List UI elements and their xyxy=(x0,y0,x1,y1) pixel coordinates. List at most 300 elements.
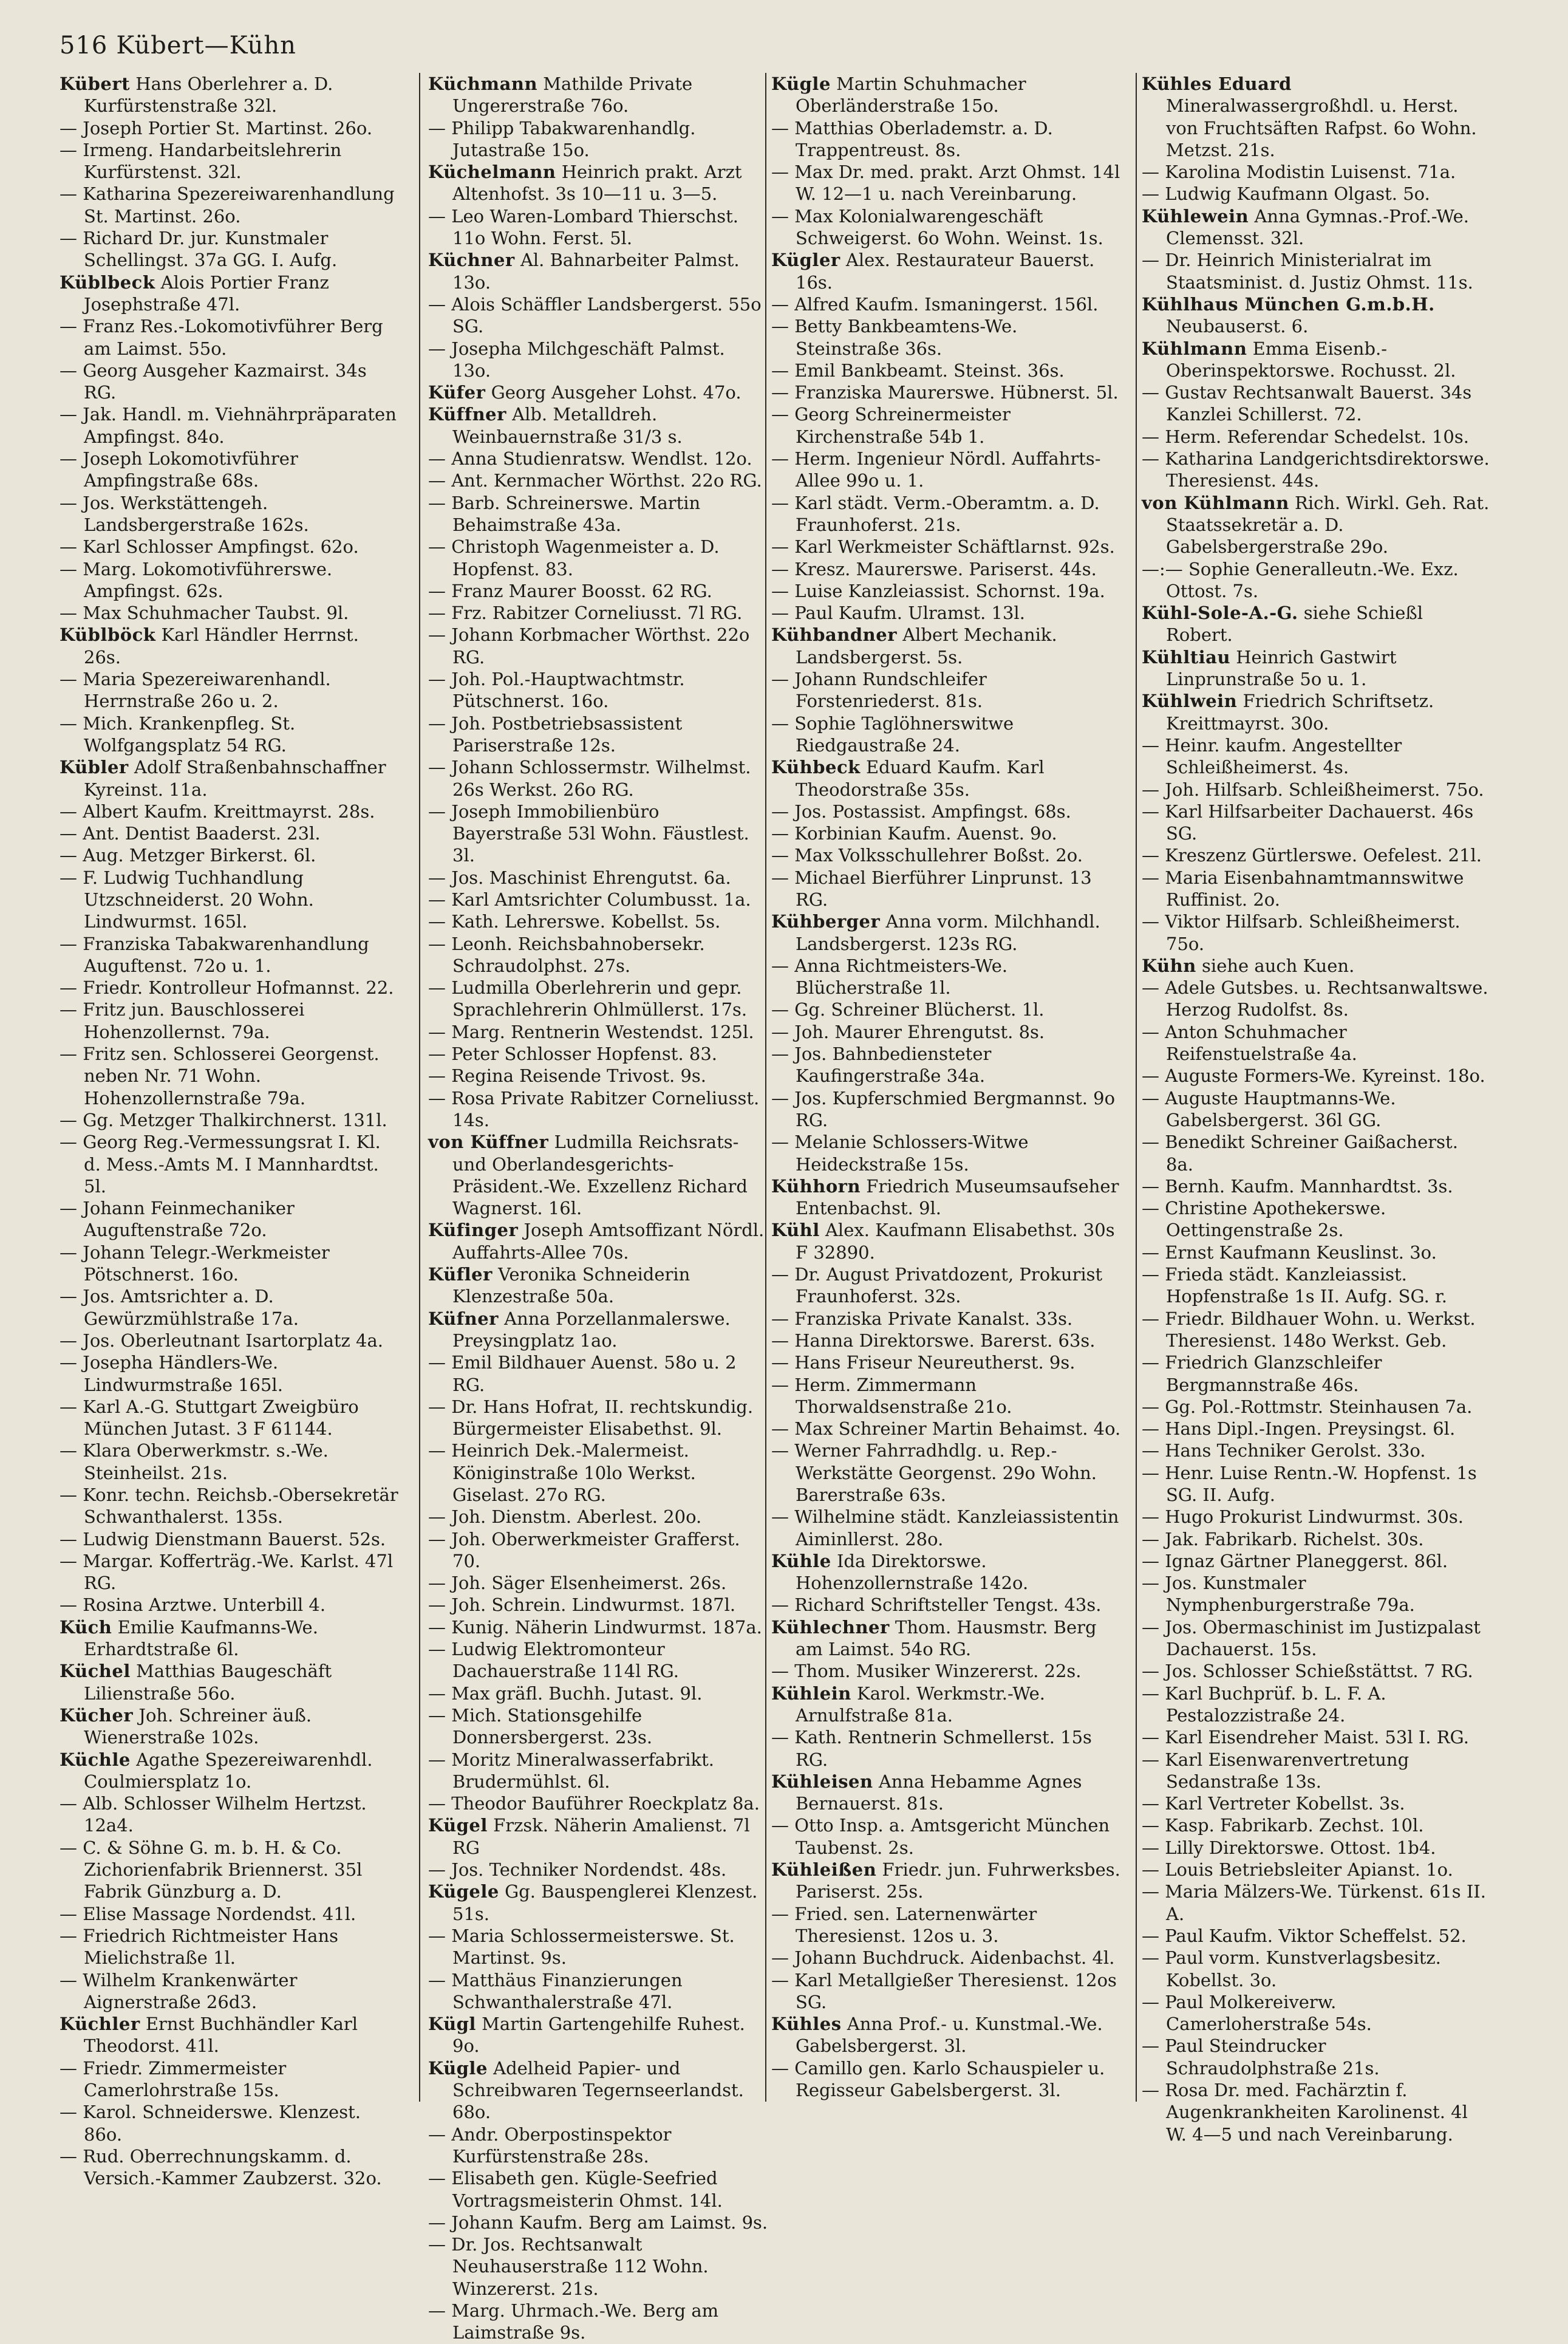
directory-entry xyxy=(428,1749,768,1793)
directory-entry xyxy=(771,1175,1127,1220)
directory-entry xyxy=(428,867,768,889)
directory-entry xyxy=(1142,249,1491,293)
entry-text: — Johann Buchdruck. Aidenbachst. 4l. xyxy=(771,1947,1115,1969)
entry-text: — Adele Gutsbes. u. Rechtsanwaltswe. Herzog Rudolfst. 8s. xyxy=(1142,977,1488,1020)
entry-text: —:— Sophie Generalleutn.-We. Exz. Ottost. 7s. xyxy=(1142,558,1459,601)
directory-entry xyxy=(428,668,768,712)
directory-entry xyxy=(60,1792,400,1837)
entry-text: — Franziska Private Kanalst. 33s. xyxy=(771,1308,1073,1329)
entry-text: — Jos. Obermaschinist im Justizpalast Dachauerst. 15s. xyxy=(1142,1616,1481,1660)
entry-text: — Emil Bankbeamt. Steinst. 36s. xyxy=(771,360,1065,381)
entry-text: — Thom. Musiker Winzererst. 22s. xyxy=(771,1661,1082,1682)
directory-entry xyxy=(428,580,768,602)
entry-text: — Camillo gen. Karlo Schauspieler u. Regisseur Gabelsbergerst. 3l. xyxy=(771,2057,1105,2101)
entry-text: Ernst Buchhändler Karl Theodorst. 41l. xyxy=(84,2014,358,2057)
entry-text: — Frz. Rabitzer Corneliusst. 7l RG. xyxy=(428,603,743,624)
directory-entry xyxy=(1142,558,1491,603)
directory-entry xyxy=(771,73,1127,117)
entry-text: — Friedrich Glanzschleifer Bergmannstraße 46s. xyxy=(1142,1352,1382,1395)
directory-entry xyxy=(60,1043,400,1109)
entry-text: — Konr. techn. Reichsb.-Obersekretär Schwanthalerst. 135s. xyxy=(60,1485,398,1528)
directory-entry xyxy=(771,955,1127,999)
entry-surname: Kühlewein xyxy=(1142,205,1249,227)
entry-text: — Karl A.-G. Stuttgart Zweigbüro München Jutast. 3 F 61144. xyxy=(60,1396,359,1440)
entry-surname: Kügle xyxy=(771,73,831,94)
column-4 xyxy=(1142,73,1491,2145)
entry-text: — Louis Betriebsleiter Apianst. 1o. xyxy=(1142,1859,1453,1881)
entry-text: — Wilhelmine städt. Kanzleiassistentin Aiminllerst. 28o. xyxy=(771,1506,1119,1550)
entry-surname: Kühberger xyxy=(771,911,881,932)
directory-entry xyxy=(1142,867,1491,911)
entry-text: — Max Schreiner Martin Behaimst. 4o. xyxy=(771,1418,1121,1440)
directory-entry xyxy=(60,999,400,1043)
directory-entry xyxy=(1142,1947,1491,1991)
directory-entry xyxy=(60,844,400,866)
entry-text: — Jos. Maschinist Ehrengutst. 6a. xyxy=(428,867,731,888)
entry-text: — Friedrich Richtmeister Hans Mielichstraße 1l. xyxy=(60,1925,339,1969)
entry-text: — Maria Eisenbahnamtmannswitwe Ruffinist. 2o. xyxy=(1142,867,1464,910)
entry-surname: Küchel xyxy=(60,1661,131,1682)
directory-entry xyxy=(60,1131,400,1197)
entry-text: — Max Volksschullehrer Boßst. 2o. xyxy=(771,845,1083,866)
entry-text: — Maria Mälzers-We. Türkenst. 61s II. A. xyxy=(1142,1881,1486,1924)
entry-text: — Fritz jun. Bauschlosserei Hohenzollernst. 79a. xyxy=(60,999,305,1042)
entry-text: — Betty Bankbeamtens-We. Steinstraße 36s. xyxy=(771,316,1018,359)
entry-text: — Fried. sen. Laternenwärter Theresienst. 12os u. 3. xyxy=(771,1903,1037,1946)
entry-text: — Anna Studienratsw. Wendlst. 12o. xyxy=(428,448,752,470)
entry-text: — Korbinian Kaufm. Auenst. 9o. xyxy=(771,823,1057,844)
entry-surname: Kühl-Sole-A.-G. xyxy=(1142,603,1298,624)
directory-entry xyxy=(428,1263,768,1308)
directory-entry xyxy=(1142,205,1491,250)
entry-text: — Jak. Handl. m. Viehnährpräparaten Ampfingst. 84o. xyxy=(60,404,397,447)
directory-entry xyxy=(771,381,1127,403)
entry-text: — Franz Res.-Lokomotivführer Berg am Laimst. 55o. xyxy=(60,316,383,359)
entry-surname: Kühl xyxy=(771,1220,820,1241)
directory-entry xyxy=(1142,1351,1491,1396)
directory-entry xyxy=(771,801,1127,822)
entry-text: Adelheid Papier- und Schreibwaren Tegernseerlandst. 68o. xyxy=(452,2057,744,2123)
column-3 xyxy=(771,73,1127,2108)
entry-text: — Regina Reisende Trivost. 9s. xyxy=(428,1065,707,1087)
directory-entry xyxy=(1142,1175,1491,1197)
entry-text: Gg. Bauspenglerei Klenzest. 51s. xyxy=(452,1881,758,1924)
entry-text: — Ant. Dentist Baaderst. 23l. xyxy=(60,823,321,844)
directory-entry xyxy=(771,1374,1127,1418)
entry-text: — Lilly Direktorswe. Ottost. 1b4. xyxy=(1142,1837,1436,1858)
directory-entry xyxy=(428,205,768,250)
entry-text: — Paul Steindrucker Schraudolphstraße 21s. xyxy=(1142,2035,1380,2079)
entry-text: — Jos. Schlosser Schießstättst. 7 RG. xyxy=(1142,1661,1473,1682)
entry-text: — Karl Buchprüf. b. L. F. A. Pestalozzistraße 24. xyxy=(1142,1683,1386,1726)
entry-text: Emma Eisenb.-Oberinspektorswe. Rochusst. 2l. xyxy=(1166,338,1456,381)
directory-entry xyxy=(428,602,768,624)
entry-text: — Max Schuhmacher Taubst. 9l. xyxy=(60,603,349,624)
directory-entry xyxy=(771,1969,1127,2014)
entry-text: — Matthäus Finanzierungen Schwanthalerstraße 47l. xyxy=(428,1969,683,2012)
entry-text: Veronika Schneiderin Klenzestraße 50a. xyxy=(452,1264,690,1307)
entry-text: Thom. Hausmstr. Berg am Laimst. 54o RG. xyxy=(796,1616,1097,1660)
directory-entry xyxy=(1142,2035,1491,2079)
entry-text: — Philipp Tabakwarenhandlg. Jutastraße 15o. xyxy=(428,117,696,160)
entry-text: Agathe Spezereiwarenhdl. Coulmiersplatz 1o. xyxy=(84,1749,373,1792)
directory-entry xyxy=(428,1792,768,1814)
directory-entry xyxy=(771,1351,1127,1373)
entry-text: — Friedr. Kontrolleur Hofmannst. 22. xyxy=(60,977,394,999)
directory-entry xyxy=(428,1528,768,1573)
entry-text: — Michael Bierführer Linprunst. 13 RG. xyxy=(771,867,1092,910)
entry-text: — Karl Metallgießer Theresienst. 12os SG. xyxy=(771,1969,1117,2012)
entry-text: Al. Bahnarbeiter Palmst. 13o. xyxy=(452,250,740,293)
entry-text: — Joseph Immobilienbüro Bayerstraße 53l Wohn. Fäustlest. 3l. xyxy=(428,801,749,866)
directory-entry xyxy=(1142,1418,1491,1440)
directory-entry xyxy=(771,293,1127,315)
entry-text: — Jos. Postassist. Ampfingst. 68s. xyxy=(771,801,1071,822)
entry-text: — Gg. Pol.-Rottmstr. Steinhausen 7a. xyxy=(1142,1396,1473,1417)
directory-entry xyxy=(60,1969,400,2014)
entry-text: — Paul Molkereiverw. Camerloherstraße 54s. xyxy=(1142,1991,1372,2035)
directory-entry xyxy=(1142,1991,1491,2035)
entry-text: Mathilde Private Ungererstraße 76o. xyxy=(452,73,693,117)
directory-entry xyxy=(771,1550,1127,1594)
entry-text: — Johann Feinmechaniker Auguftenstraße 72o. xyxy=(60,1198,295,1241)
entry-text: Joseph Amtsoffizant Nördl. Auffahrts-Allee 70s. xyxy=(452,1220,765,1263)
entry-surname: von Küffner xyxy=(428,1132,549,1153)
directory-entry xyxy=(428,911,768,932)
directory-entry xyxy=(1142,1881,1491,1925)
entry-text: — Karl Eisenwarenvertretung Sedanstraße 13s. xyxy=(1142,1749,1409,1792)
directory-entry xyxy=(771,1418,1127,1440)
directory-entry xyxy=(1142,1462,1491,1506)
directory-entry xyxy=(1142,1925,1491,1947)
entry-text: — Jos. Kupferschmied Bergmannst. 9o RG. xyxy=(771,1087,1116,1130)
entry-text: — Kath. Lehrerswe. Kobellst. 5s. xyxy=(428,911,721,932)
entry-surname: Küblböck xyxy=(60,624,156,646)
entry-text: Neubauserst. 6. xyxy=(1166,316,1309,337)
entry-text: — Klara Oberwerkmstr. s.-We. Steinheilst. 21s. xyxy=(60,1440,329,1483)
entry-text: — Paul Kaufm. Viktor Scheffelst. 52. xyxy=(1142,1925,1467,1946)
directory-entry xyxy=(1142,911,1491,955)
entry-text: — Herm. Ingenieur Nördl. Auffahrts-Allee 99o u. 1. xyxy=(771,448,1101,491)
entry-text: — Karl Eisendreher Maist. 53l I. RG. xyxy=(1142,1727,1469,1748)
directory-entry xyxy=(428,1396,768,1440)
directory-entry xyxy=(771,360,1127,381)
entry-surname: Küfer xyxy=(428,382,486,403)
entry-text: Matthias Baugeschäft Lilienstraße 56o. xyxy=(84,1661,332,1704)
entry-surname: Küfinger xyxy=(428,1220,519,1241)
directory-entry xyxy=(428,536,768,580)
directory-entry xyxy=(60,1925,400,1969)
directory-entry xyxy=(428,1351,768,1396)
directory-entry xyxy=(428,1572,768,1594)
directory-entry xyxy=(771,1263,1127,1308)
entry-text: — Emil Bildhauer Auenst. 58o u. 2 RG. xyxy=(428,1352,737,1395)
entry-surname: Kühbeck xyxy=(771,757,861,778)
entry-text: — Moritz Mineralwasserfabrikt. Brudermühlst. 6l. xyxy=(428,1749,714,1792)
directory-entry xyxy=(428,1219,768,1263)
entry-text: — Karl städt. Verm.-Oberamtm. a. D. Fraunhoferst. 21s. xyxy=(771,492,1100,535)
entry-text: — Karl Vertreter Kobellst. 3s. xyxy=(1142,1793,1405,1814)
directory-entry xyxy=(1142,602,1491,646)
directory-entry xyxy=(60,1440,400,1484)
entry-text: — Aug. Metzger Birkerst. 6l. xyxy=(60,845,316,866)
directory-entry xyxy=(428,73,768,117)
directory-entry xyxy=(771,1859,1127,1903)
directory-entry xyxy=(771,117,1127,162)
entry-surname: Kühlwein xyxy=(1142,691,1238,712)
entry-surname: Küblbeck xyxy=(60,272,155,293)
entry-text: — Johann Rundschleifer Forstenriederst. 81s. xyxy=(771,669,987,712)
directory-entry xyxy=(428,712,768,757)
directory-entry xyxy=(771,1616,1127,1661)
entry-surname: Kühbandner xyxy=(771,624,897,646)
entry-text: — Bernh. Kaufm. Mannhardtst. 3s. xyxy=(1142,1175,1453,1197)
directory-entry xyxy=(428,801,768,867)
directory-entry xyxy=(1142,426,1491,448)
directory-entry xyxy=(428,2212,768,2233)
entry-text: — Kresz. Maurerswe. Pariserst. 44s. xyxy=(771,558,1097,579)
entry-text: — Jos. Werkstättengeh. Landsbergerstraße 162s. xyxy=(60,492,309,535)
entry-text: — Franziska Tabakwarenhandlung Auguftenst. 72o u. 1. xyxy=(60,933,369,976)
directory-entry xyxy=(771,2013,1127,2057)
entry-surname: Kühltiau xyxy=(1142,646,1231,668)
entry-text: siehe Schießl Robert. xyxy=(1166,603,1423,646)
entry-text: — Marg. Uhrmach.-We. Berg am Laimstraße 9s. xyxy=(428,2300,719,2343)
entry-text: — Katharina Landgerichtsdirektorswe. Theresienst. 44s. xyxy=(1142,448,1490,491)
directory-entry xyxy=(771,161,1127,205)
entry-surname: Kühle xyxy=(771,1550,831,1571)
directory-entry xyxy=(1142,1263,1491,1308)
directory-entry xyxy=(428,977,768,1021)
entry-text: Ludmilla Reichsrats- und Oberlandesgerichts-Präsident.-We. Exzellenz Richard Wagnerst. 16l. xyxy=(452,1132,748,1219)
entry-text: — Joseph Lokomotivführer Ampfingstraße 68s. xyxy=(60,448,298,491)
entry-text: — Maria Schlossermeisterswe. St. Martinst. 9s. xyxy=(428,1925,735,1969)
directory-entry xyxy=(60,536,400,558)
directory-entry xyxy=(60,1528,400,1550)
directory-entry xyxy=(771,536,1127,558)
directory-entry xyxy=(771,2057,1127,2102)
directory-entry xyxy=(771,999,1127,1020)
entry-text: — Hans Dipl.-Ingen. Preysingst. 6l. xyxy=(1142,1418,1456,1440)
entry-text: — Dr. Jos. Rechtsanwalt Neuhauserstraße 112 Wohn. Winzererst. 21s. xyxy=(428,2234,709,2299)
directory-entry xyxy=(60,1749,400,1793)
directory-entry xyxy=(771,844,1127,866)
entry-text: — Georg Ausgeher Kazmairst. 34s RG. xyxy=(60,360,367,403)
directory-entry xyxy=(428,1704,768,1749)
directory-entry xyxy=(771,1087,1127,1132)
entry-surname: Küchle xyxy=(60,1749,131,1770)
entry-text: Mineralwassergroßhdl. u. Herst. von Fruchtsäften Rafpst. 6o Wohn. Metzst. 21s. xyxy=(1166,95,1477,160)
directory-entry xyxy=(60,315,400,360)
entry-text: — Rosa Private Rabitzer Corneliusst. 14s. xyxy=(428,1087,760,1130)
entry-text: — Rud. Oberrechnungskamm. d. Versich.-Kammer Zaubzerst. 32o. xyxy=(60,2145,382,2189)
entry-text: — Hugo Prokurist Lindwurmst. 30s. xyxy=(1142,1506,1464,1528)
directory-entry xyxy=(1142,161,1491,183)
entry-text: — Johann Kaufm. Berg am Laimst. 9s. xyxy=(428,2212,768,2233)
entry-text: — Kasp. Fabrikarb. Zechst. 10l. xyxy=(1142,1815,1424,1836)
entry-surname: Kübert xyxy=(60,73,131,94)
entry-text: Anna Porzellanmalerswe. Preysingplatz 1ao. xyxy=(452,1308,731,1351)
entry-text: — Heinr. kaufm. Angestellter Schleißheimerst. 4s. xyxy=(1142,734,1402,778)
directory-entry xyxy=(60,117,400,139)
entry-text: — Jos. Bahnbediensteter Kaufingerstraße 34a. xyxy=(771,1044,992,1087)
column-2 xyxy=(428,73,768,2343)
entry-text: Joh. Schreiner äuß. Wienerstraße 102s. xyxy=(84,1704,312,1748)
entry-text: — Otto Insp. a. Amtsgericht München Taubenst. 2s. xyxy=(771,1815,1110,1858)
entry-text: Alex. Restaurateur Bauerst. 16s. xyxy=(796,250,1095,293)
entry-text: — Heinrich Dek.-Malermeist. Königinstraße 10lo Werkst. Giselast. 27o RG. xyxy=(428,1440,696,1505)
entry-text: — Ignaz Gärtner Planeggerst. 86l. xyxy=(1142,1550,1448,1571)
entry-text: Georg Ausgeher Lohst. 47o. xyxy=(491,382,741,403)
directory-entry xyxy=(1142,779,1491,801)
entry-text: — Gg. Metzger Thalkirchnerst. 131l. xyxy=(60,1109,387,1130)
entry-surname: Küchler xyxy=(60,2014,140,2035)
directory-entry xyxy=(771,1440,1127,1506)
entry-text: Friedrich Museumsaufseher Entenbachst. 9l. xyxy=(796,1175,1119,1219)
entry-text: Friedr. jun. Fuhrwerksbes. Pariserst. 25s. xyxy=(796,1859,1120,1902)
directory-entry xyxy=(60,139,400,183)
directory-entry xyxy=(60,1616,400,1661)
entry-text: — Fritz sen. Schlosserei Georgenst. neben Nr. 71 Wohn. Hohenzollernstraße 79a. xyxy=(60,1044,380,1109)
entry-text: — Leonh. Reichsbahnobersekr. Schraudolphst. 27s. xyxy=(428,933,705,976)
entry-text: Anna Hebamme Agnes Bernauerst. 81s. xyxy=(796,1771,1082,1814)
directory-entry xyxy=(428,933,768,977)
entry-text: — Jak. Fabrikarb. Richelst. 30s. xyxy=(1142,1528,1424,1550)
entry-text: — Irmeng. Handarbeitslehrerin Kurfürstenst. 32l. xyxy=(60,139,342,183)
entry-text: — Max Kolonialwarengeschäft Schweigerst. 6o Wohn. Weinst. 1s. xyxy=(771,205,1103,249)
entry-surname: Kübler xyxy=(60,757,129,778)
directory-entry xyxy=(1142,73,1491,161)
directory-entry xyxy=(60,1330,400,1351)
entry-text: — Joh. Dienstm. Aberlest. 20o. xyxy=(428,1506,702,1528)
directory-entry xyxy=(771,1308,1127,1330)
directory-entry xyxy=(1142,1197,1491,1242)
entry-surname: Kühlhaus München G.m.b.H. xyxy=(1142,293,1435,315)
entry-surname: Kügel xyxy=(428,1815,488,1836)
entry-text: — Margar. Kofferträg.-We. Karlst. 47l RG. xyxy=(60,1550,394,1594)
entry-text: — Johann Telegr.-Werkmeister Pötschnerst. 16o. xyxy=(60,1242,330,1285)
entry-surname: Küfler xyxy=(428,1264,493,1285)
directory-entry xyxy=(60,867,400,933)
entry-text: — Richard Dr. jur. Kunstmaler Schellingst. 37a GG. I. Aufg. xyxy=(60,228,338,271)
entry-surname: Kügele xyxy=(428,1881,499,1902)
entry-text: — Hans Friseur Neureutherst. 9s. xyxy=(771,1352,1075,1373)
directory-entry xyxy=(428,1594,768,1616)
page-number: 516 xyxy=(60,32,108,60)
directory-entry xyxy=(771,492,1127,536)
entry-text: — Alb. Schlosser Wilhelm Hertzst. 12a4. xyxy=(60,1793,367,1836)
entry-text: — Josepha Milchgeschäft Palmst. 13o. xyxy=(428,338,725,381)
directory-entry xyxy=(428,1683,768,1704)
directory-entry xyxy=(1142,381,1491,426)
directory-entry xyxy=(771,712,1127,757)
directory-entry xyxy=(771,1814,1127,1859)
entry-text: — Gustav Rechtsanwalt Bauerst. 34s Kanzlei Schillerst. 72. xyxy=(1142,382,1472,425)
entry-surname: Küfner xyxy=(428,1308,499,1329)
directory-entry xyxy=(1142,1837,1491,1859)
column-divider xyxy=(1136,73,1137,2102)
entry-surname: Küffner xyxy=(428,404,506,425)
entry-text: — Benedikt Schreiner Gaißacherst. 8a. xyxy=(1142,1132,1458,1175)
directory-entry xyxy=(771,867,1127,911)
entry-text: Rich. Wirkl. Geh. Rat. Staatssekretär a. D. Gabelsbergerstraße 29o. xyxy=(1166,492,1490,558)
directory-entry xyxy=(771,1771,1127,1815)
directory-entry xyxy=(428,1859,768,1881)
entry-text: — Franziska Maurerswe. Hübnerst. 5l. xyxy=(771,382,1119,403)
entry-text: — Jos. Techniker Nordendst. 48s. xyxy=(428,1859,727,1881)
directory-entry xyxy=(60,1660,400,1704)
directory-entry xyxy=(1142,1131,1491,1175)
entry-text: — Albert Kaufm. Kreittmayrst. 28s. xyxy=(60,801,375,822)
directory-entry xyxy=(1142,2079,1491,2145)
entry-text: — Kreszenz Gürtlerswe. Oefelest. 21l. xyxy=(1142,845,1482,866)
directory-entry xyxy=(428,2124,768,2168)
directory-entry xyxy=(1142,1021,1491,1065)
entry-text: Anna vorm. Milchhandl. Landsbergerst. 123s RG. xyxy=(796,911,1100,954)
directory-entry xyxy=(428,1087,768,1132)
entry-surname: Kühlein xyxy=(771,1683,851,1704)
entry-surname: Kühlechner xyxy=(771,1616,890,1638)
entry-text: — Hans Techniker Gerolst. 33o. xyxy=(1142,1440,1426,1461)
entry-text: — Karl Hilfsarbeiter Dachauerst. 46s SG. xyxy=(1142,801,1474,844)
directory-entry xyxy=(428,492,768,536)
directory-entry xyxy=(60,2057,400,2102)
directory-entry xyxy=(60,1197,400,1242)
directory-entry xyxy=(428,1043,768,1065)
entry-text: — Max gräfl. Buchh. Jutast. 9l. xyxy=(428,1683,703,1704)
directory-entry xyxy=(1142,293,1491,338)
directory-entry xyxy=(428,381,768,403)
directory-entry xyxy=(1142,1065,1491,1087)
entry-text: — Ant. Kernmacher Wörthst. 22o RG. xyxy=(428,470,762,491)
directory-entry xyxy=(60,712,400,757)
directory-entry xyxy=(771,1330,1127,1351)
entry-surname: Küch xyxy=(60,1616,112,1638)
directory-entry xyxy=(1142,1814,1491,1836)
entry-text: Anna Prof.- u. Kunstmal.-We. Gabelsbergerst. 3l. xyxy=(796,2014,1103,2057)
entry-surname: Kühn xyxy=(1142,955,1196,976)
directory-entry xyxy=(1142,1550,1491,1572)
entry-text: Friedrich Schriftsetz. Kreittmayrst. 30o. xyxy=(1166,691,1434,734)
directory-entry xyxy=(60,183,400,227)
entry-text: — Jos. Kunstmaler Nymphenburgerstraße 79a. xyxy=(1142,1573,1415,1616)
entry-text: — Kath. Rentnerin Schmellerst. 15s RG. xyxy=(771,1727,1092,1770)
entry-text: — Alfred Kaufm. Ismaningerst. 156l. xyxy=(771,293,1099,315)
entry-text: — Christine Apothekerswe. Oettingenstraße 2s. xyxy=(1142,1198,1386,1241)
entry-text: — Elise Massage Nordendst. 41l. xyxy=(60,1903,356,1924)
directory-entry xyxy=(771,558,1127,580)
directory-entry xyxy=(771,602,1127,624)
directory-entry xyxy=(428,2167,768,2212)
directory-entry xyxy=(1142,1660,1491,1682)
directory-entry xyxy=(1142,977,1491,1021)
entry-text: — Werner Fahrradhdlg. u. Rep.-Werkstätte Georgenst. 29o Wohn. Barerstraße 63s. xyxy=(771,1440,1097,1505)
entry-text: Alois Portier Franz Josephstraße 47l. xyxy=(84,272,329,315)
directory-entry xyxy=(428,1616,768,1638)
entry-text: Frzsk. Näherin Amalienst. 7l RG xyxy=(452,1815,750,1858)
entry-text: — Ernst Kaufmann Keuslinst. 3o. xyxy=(1142,1242,1437,1263)
directory-entry xyxy=(1142,1616,1491,1661)
directory-entry xyxy=(60,977,400,999)
directory-entry xyxy=(1142,448,1491,492)
directory-entry xyxy=(60,448,400,492)
directory-entry xyxy=(60,272,400,316)
entry-text: Karl Händler Herrnst. 26s. xyxy=(84,624,359,668)
entry-text: — Frieda städt. Kanzleiassist. Hopfenstraße 1s II. Aufg. SG. r. xyxy=(1142,1264,1447,1307)
entry-text: — Maria Spezereiwarenhandl. Herrnstraße 26o u. 2. xyxy=(60,669,331,712)
directory-entry xyxy=(428,2233,768,2300)
entry-text: Albert Mechanik. Landsbergerst. 5s. xyxy=(796,624,1057,668)
